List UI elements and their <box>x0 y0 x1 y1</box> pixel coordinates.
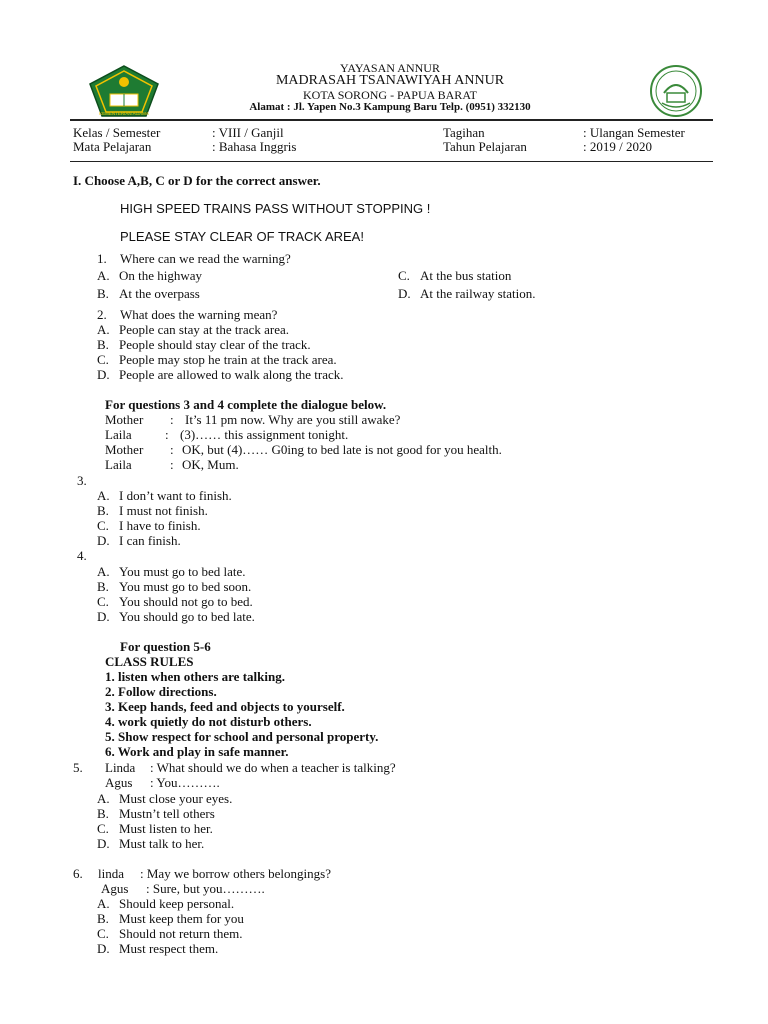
option-c: C. Should not return them. <box>97 926 243 941</box>
dialogue-text: It’s 11 pm now. Why are you still awake? <box>185 412 401 427</box>
option-a: A. Should keep personal. <box>97 896 235 911</box>
dialogue-speaker: Agus <box>101 881 129 896</box>
option-b: B. Must keep them for you <box>97 911 244 926</box>
option-d: D. At the railway station. <box>398 286 536 301</box>
option-d: D. I can finish. <box>97 533 181 548</box>
tahun-value: : 2019 / 2020 <box>583 139 652 154</box>
dialogue-text: OK, Mum. <box>182 457 239 472</box>
school-city: KOTA SORONG - PAPUA BARAT <box>303 88 477 102</box>
tahun-label: Tahun Pelajaran <box>443 139 527 154</box>
kemenag-logo <box>88 64 160 118</box>
option-b: B. People should stay clear of the track. <box>97 337 311 352</box>
question-text: What does the warning mean? <box>120 307 278 322</box>
option-b: B. I must not finish. <box>97 503 208 518</box>
rule-item: 5. Show respect for school and personal property. <box>105 729 379 744</box>
kelas-label: Kelas / Semester <box>73 125 161 140</box>
question-number: 2. <box>97 307 107 322</box>
dialogue-speaker: Mother <box>105 442 144 457</box>
dialogue-text: : What should we do when a teacher is talking? <box>150 760 396 775</box>
option-d: D. Must respect them. <box>97 941 219 956</box>
question-number: 5. <box>73 760 83 775</box>
dialogue-colon: : <box>170 457 174 472</box>
option-c: C. At the bus station <box>398 268 512 283</box>
option-a: A. On the highway <box>97 268 203 283</box>
dialogue-speaker: linda <box>98 866 124 881</box>
warning-sign-line1: HIGH SPEED TRAINS PASS WITHOUT STOPPING ! <box>120 201 431 216</box>
mapel-label: Mata Pelajaran <box>73 139 152 154</box>
option-a: A. Must close your eyes. <box>97 791 233 806</box>
rule-item: 2. Follow directions. <box>105 684 217 699</box>
warning-sign-line2: PLEASE STAY CLEAR OF TRACK AREA! <box>120 229 364 244</box>
annur-logo <box>648 63 704 119</box>
mapel-value: : Bahasa Inggris <box>212 139 297 154</box>
rule-item: 1. listen when others are talking. <box>105 669 285 684</box>
foundation-name: YAYASAN ANNUR <box>340 61 440 75</box>
question-number: 3. <box>77 473 87 488</box>
dialogue-speaker: Linda <box>105 760 136 775</box>
dialogue-speaker: Mother <box>105 412 144 427</box>
dialogue-text: : You………. <box>150 775 220 790</box>
option-c: C. I have to finish. <box>97 518 201 533</box>
dialogue-speaker: Agus <box>105 775 133 790</box>
svg-text:KEMENTERIAN AGAMA: KEMENTERIAN AGAMA <box>99 111 149 116</box>
option-b: B. At the overpass <box>97 286 200 301</box>
header-divider <box>70 119 713 121</box>
option-a: A. People can stay at the track area. <box>97 322 289 337</box>
section-heading: I. Choose A,B, C or D for the correct answer. <box>73 173 321 188</box>
option-c: C. People may stop he train at the track area. <box>97 352 337 367</box>
option-d: D. You should go to bed late. <box>97 609 255 624</box>
question-number: 1. <box>97 251 107 266</box>
school-address: Alamat : Jl. Yapen No.3 Kampung Baru Telp. (0951) 332130 <box>249 101 531 113</box>
option-b: B. You must go to bed soon. <box>97 579 252 594</box>
rules-title: CLASS RULES <box>105 654 194 669</box>
dialogue-text: : Sure, but you………. <box>146 881 265 896</box>
question-text: Where can we read the warning? <box>120 251 291 266</box>
dialogue-intro: For questions 3 and 4 complete the dialogue below. <box>105 397 387 412</box>
rule-item: 6. Work and play in safe manner. <box>105 744 289 759</box>
option-a: A. You must go to bed late. <box>97 564 246 579</box>
dialogue-colon: : <box>170 412 174 427</box>
tagihan-label: Tagihan <box>443 125 485 140</box>
rules-intro: For question 5-6 <box>120 639 211 654</box>
question-number: 6. <box>73 866 83 881</box>
option-c: C. Must listen to her. <box>97 821 213 836</box>
dialogue-text: : May we borrow others belongings? <box>140 866 331 881</box>
dialogue-colon: : <box>170 442 174 457</box>
dialogue-speaker: Laila <box>105 457 132 472</box>
dialogue-text: OK, but (4)…… G0ing to bed late is not good for you health. <box>182 442 502 457</box>
school-name: MADRASAH TSANAWIYAH ANNUR <box>275 73 505 88</box>
option-a: A. I don’t want to finish. <box>97 488 232 503</box>
question-number: 4. <box>77 548 87 563</box>
option-d: D. Must talk to her. <box>97 836 205 851</box>
option-b: B. Mustn’t tell others <box>97 806 215 821</box>
dialogue-text: (3)…… this assignment tonight. <box>180 427 349 442</box>
kelas-value: : VIII / Ganjil <box>212 125 284 140</box>
info-divider <box>70 161 713 162</box>
rule-item: 4. work quietly do not disturb others. <box>105 714 312 729</box>
dialogue-speaker: Laila <box>105 427 132 442</box>
rule-item: 3. Keep hands, feed and objects to yourself. <box>105 699 345 714</box>
dialogue-colon: : <box>165 427 169 442</box>
tagihan-value: : Ulangan Semester <box>583 125 685 140</box>
option-c: C. You should not go to bed. <box>97 594 253 609</box>
option-d: D. People are allowed to walk along the track. <box>97 367 344 382</box>
